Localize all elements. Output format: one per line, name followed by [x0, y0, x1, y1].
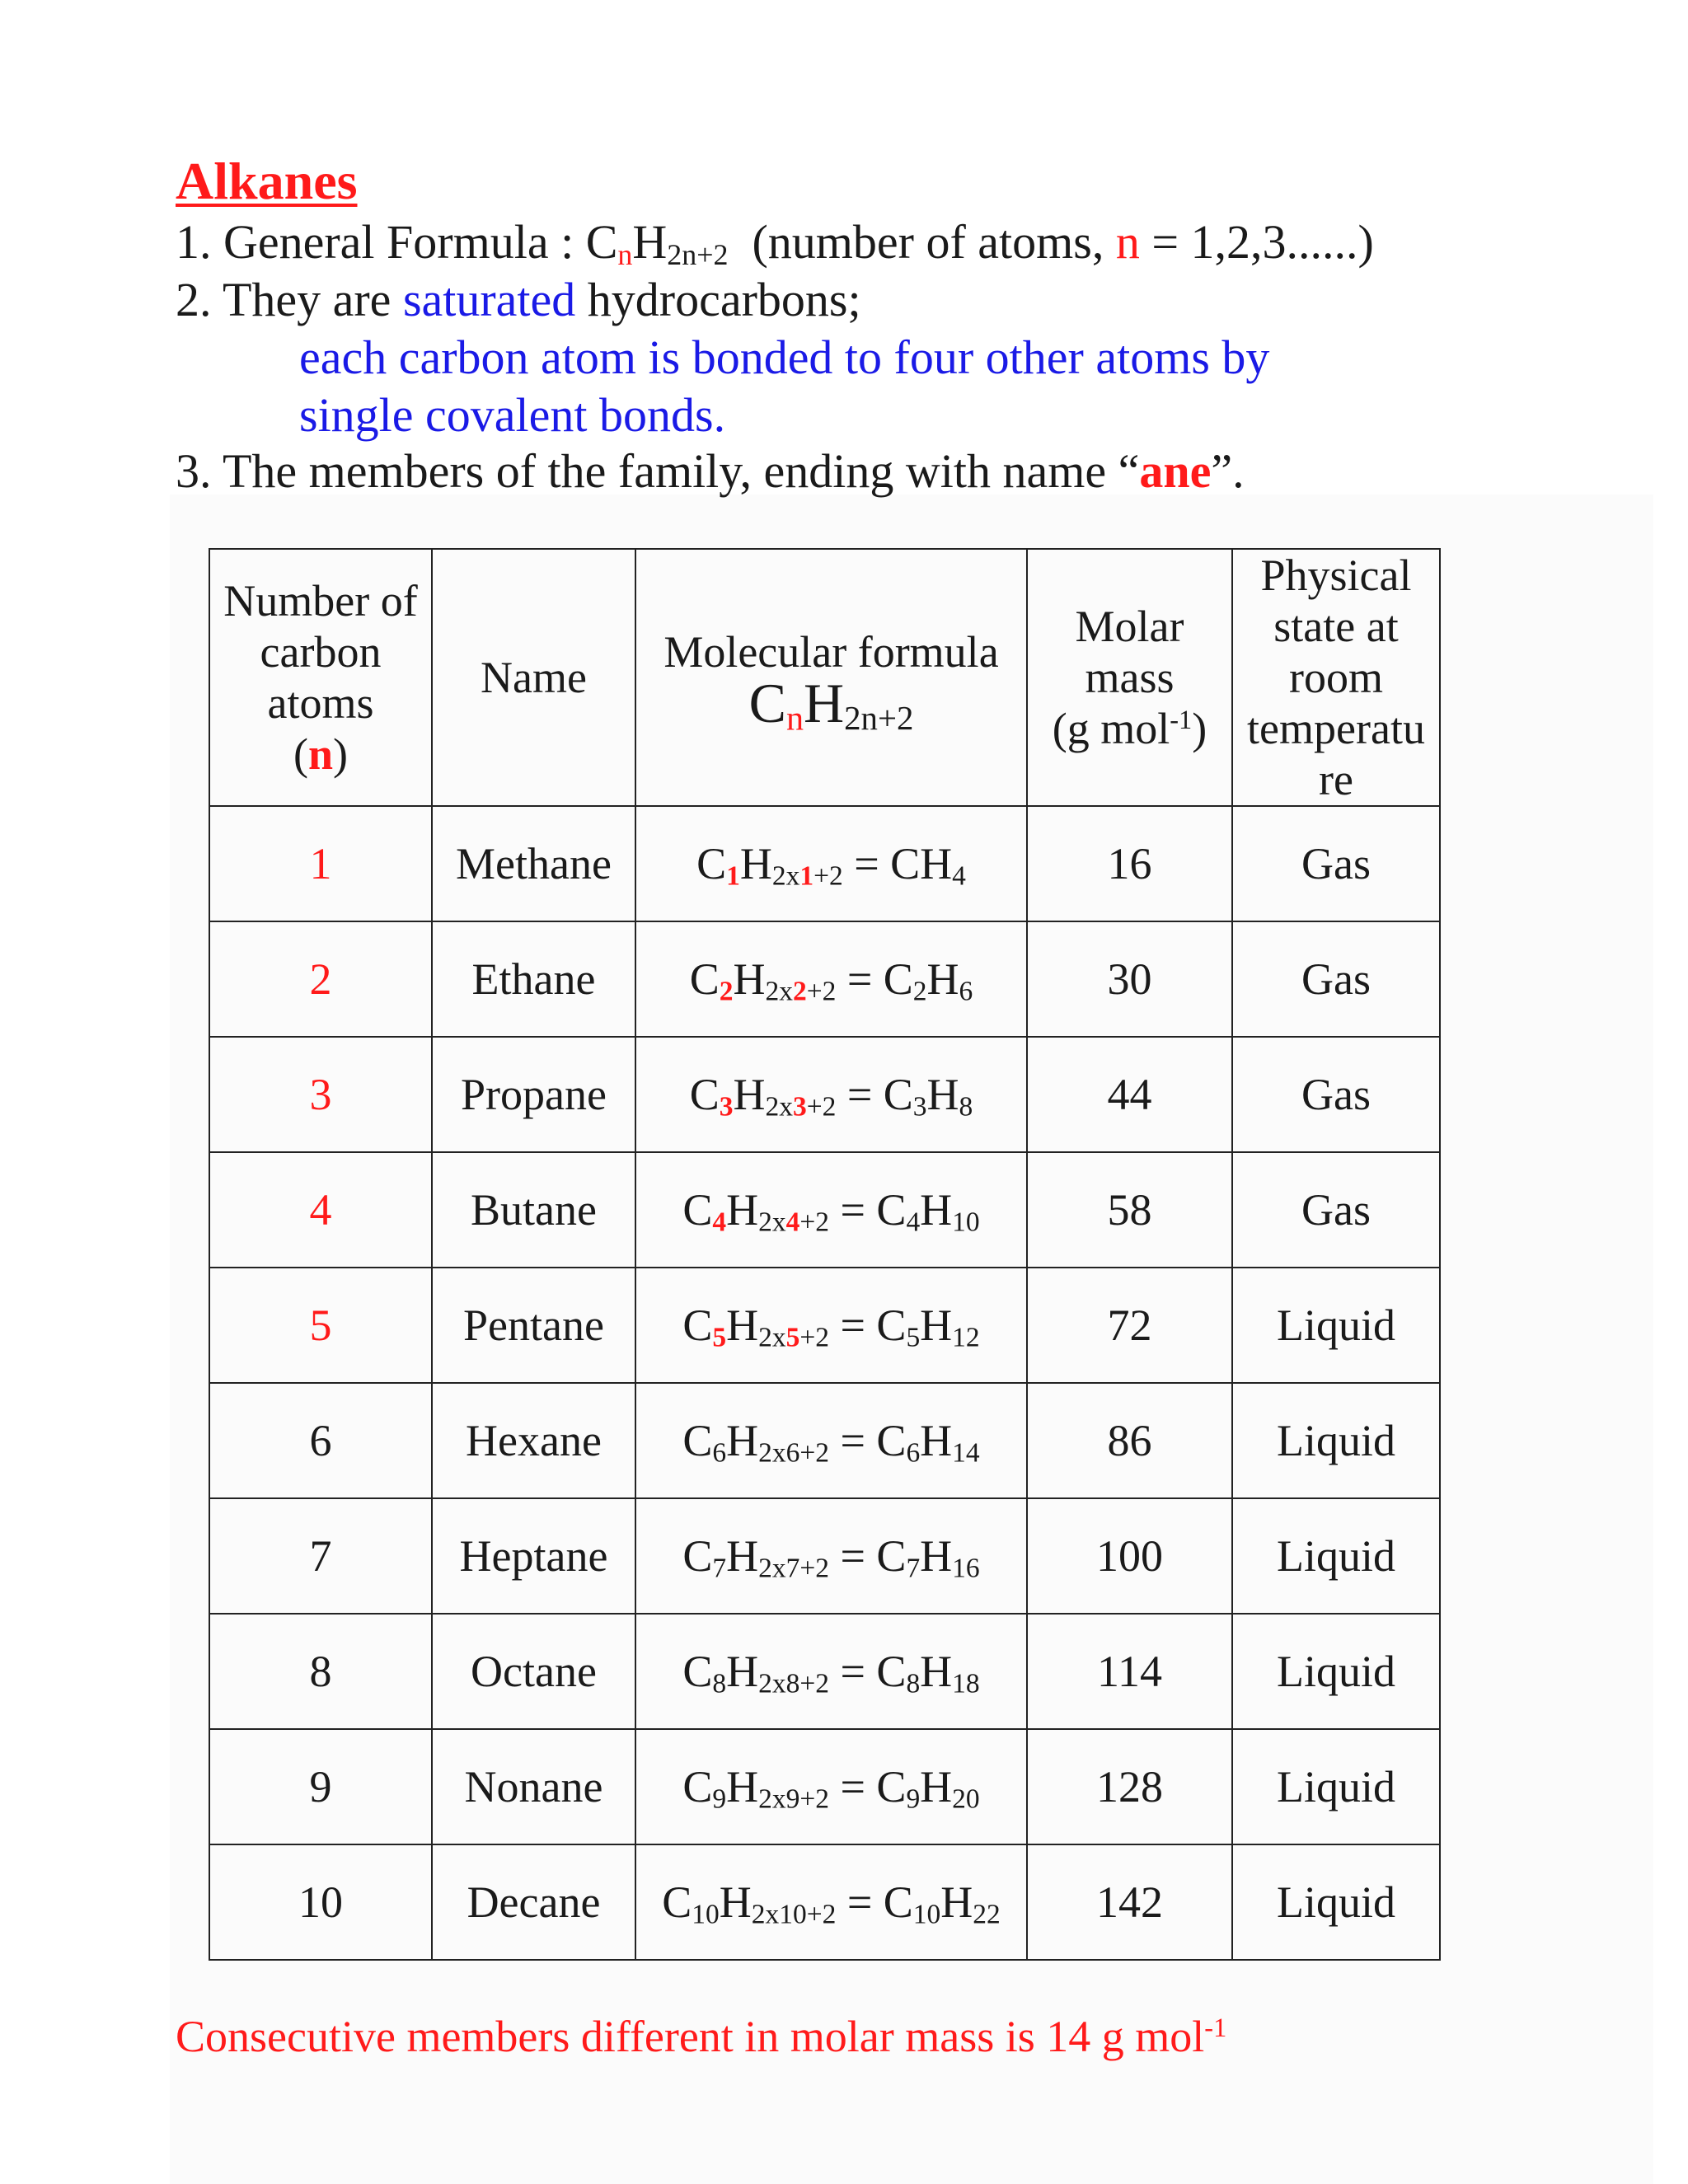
cell-formula [635, 1152, 1027, 1268]
cell-molar-mass: 128 [1027, 1729, 1232, 1844]
formula-carbon-sub [720, 1091, 734, 1122]
header-unit-open: (g mol [1052, 704, 1170, 753]
formula-c: C [682, 1416, 713, 1465]
formula-carbon-sub [692, 1899, 719, 1929]
cell-physical-state: Gas [1232, 921, 1440, 1037]
header-carbon-line: carbon [260, 627, 382, 677]
result-h: H [940, 1877, 973, 1927]
cell-name: Octane [432, 1614, 635, 1729]
atoms-note-n: n [1115, 215, 1140, 269]
cell-molar-mass: 16 [1027, 806, 1232, 921]
header-mass-unit [1028, 703, 1231, 754]
formula-sub-a: 2x7+2 [758, 1553, 829, 1584]
header-carbon-line: atoms [267, 678, 374, 728]
formula-h-sub [758, 1553, 829, 1583]
formula-sub-b: +2 [814, 860, 843, 892]
cell-molar-mass: 142 [1027, 1844, 1232, 1960]
formula-sub-n: 1 [799, 860, 814, 892]
formula-c: C [682, 1762, 713, 1811]
cell-formula [635, 1614, 1027, 1729]
table-row [209, 1383, 1440, 1498]
result-h-sub: 6 [959, 976, 973, 1007]
result-h: H [920, 1647, 953, 1696]
cell-formula [635, 1844, 1027, 1960]
formula-c: C [682, 1647, 713, 1696]
result-carbon-sub: 4 [906, 1207, 921, 1238]
header-formula-c: C [748, 672, 786, 734]
header-formula-n: n [785, 699, 804, 738]
table-body [209, 806, 1440, 1960]
result-carbon-sub: 2 [912, 976, 927, 1007]
formula-equals: = C [828, 1416, 907, 1465]
formula-carbon-n: 4 [712, 1207, 727, 1238]
header-formula-h: H [804, 672, 845, 734]
formula-carbon-n: 2 [719, 976, 734, 1007]
result-carbon-sub: 8 [906, 1668, 921, 1699]
formula-carbon-sub [712, 1322, 726, 1352]
general-formula-line [176, 214, 1374, 270]
formula-sub-a: 2x [758, 1207, 786, 1238]
formula-carbon-n: 5 [712, 1322, 727, 1353]
bond-description-line2: single covalent bonds. [299, 388, 726, 442]
general-formula-prefix: 1. General Formula : [176, 215, 586, 269]
cell-molar-mass: 44 [1027, 1037, 1232, 1152]
formula-carbon-sub [726, 860, 740, 891]
formula-sub-a: 2x9+2 [758, 1783, 829, 1815]
cell-name: Hexane [432, 1383, 635, 1498]
cell-carbon-count: 4 [209, 1152, 432, 1268]
cell-physical-state: Liquid [1232, 1844, 1440, 1960]
formula-sub-b: +2 [799, 1322, 829, 1353]
naming-ane: ane [1139, 444, 1212, 498]
result-carbon-sub: 5 [906, 1322, 921, 1353]
cell-carbon-count: 1 [209, 806, 432, 921]
cell-name: Heptane [432, 1498, 635, 1614]
formula-sub-a: 2x [771, 860, 800, 892]
cell-molar-mass: 86 [1027, 1383, 1232, 1498]
header-carbon-line: Number of [223, 576, 418, 626]
saturated-word: saturated [402, 273, 576, 326]
cell-formula [635, 1037, 1027, 1152]
cell-carbon-count: 10 [209, 1844, 432, 1960]
formula-h-sub [752, 1899, 837, 1929]
alkanes-table [209, 548, 1441, 1961]
result-h-sub: 14 [952, 1437, 980, 1469]
formula-h: H [726, 1185, 759, 1235]
formula-carbon-sub [712, 1553, 726, 1583]
result-h-sub: 16 [952, 1553, 980, 1584]
formula-h-sub [758, 1668, 829, 1699]
result-carbon-sub: 6 [906, 1437, 921, 1469]
cell-formula [635, 1498, 1027, 1614]
formula-h-sub [758, 1207, 829, 1237]
cell-carbon-count: 6 [209, 1383, 432, 1498]
saturated-prefix: 2. They are [176, 273, 403, 326]
cell-physical-state: Liquid [1232, 1383, 1440, 1498]
header-state-line: Physical [1260, 551, 1412, 600]
result-carbon-sub: 9 [906, 1783, 921, 1815]
header-molar-mass [1027, 549, 1232, 806]
table-row [209, 1729, 1440, 1844]
cell-molar-mass: 58 [1027, 1152, 1232, 1268]
formula-sub-n: 3 [792, 1091, 807, 1122]
formula-sub-b: +2 [806, 976, 837, 1007]
table-row [209, 1498, 1440, 1614]
formula-c: C [682, 1531, 713, 1581]
formula-sub-a: 2x [758, 1322, 786, 1353]
page-title: Alkanes [176, 152, 358, 210]
formula-sub-n: n [617, 237, 633, 271]
cell-physical-state: Liquid [1232, 1614, 1440, 1729]
formula-carbon-n: 3 [719, 1091, 734, 1122]
result-h: H [920, 1416, 953, 1465]
cell-molar-mass: 114 [1027, 1614, 1232, 1729]
footer-note [176, 2011, 1226, 2062]
cell-carbon-count: 3 [209, 1037, 432, 1152]
saturated-suffix: hydrocarbons; [575, 273, 861, 326]
cell-carbon-count: 5 [209, 1268, 432, 1383]
result-h-sub: 4 [952, 860, 966, 892]
formula-sub-n: 4 [785, 1207, 800, 1238]
header-state-line: state at [1273, 602, 1399, 651]
header-mass-line: Molar [1075, 602, 1184, 651]
cell-name: Nonane [432, 1729, 635, 1844]
result-h-sub: 8 [959, 1091, 973, 1122]
formula-h: H [733, 1070, 766, 1119]
formula-sub-a: 2x10+2 [751, 1899, 837, 1930]
header-carbon-n [210, 729, 431, 780]
header-state-line: room [1289, 653, 1383, 702]
formula-h-sub [765, 1091, 836, 1122]
table-row [209, 1037, 1440, 1152]
formula-h-sub [758, 1322, 829, 1352]
cell-physical-state: Gas [1232, 1152, 1440, 1268]
formula-h: H [726, 1531, 759, 1581]
formula-c: C [662, 1877, 692, 1927]
bond-description-line1: each carbon atom is bonded to four other atoms by [299, 330, 1270, 384]
formula-carbon-sub [712, 1207, 726, 1237]
footer-text: Consecutive members different in molar mass is 14 g mol [176, 2012, 1205, 2061]
formula-sub-a: 2x6+2 [758, 1437, 829, 1469]
cell-molar-mass: 72 [1027, 1268, 1232, 1383]
formula-c: C [696, 839, 727, 888]
atoms-note-rest: = 1,2,3......) [1139, 215, 1374, 269]
cell-name: Butane [432, 1152, 635, 1268]
header-state-line: re [1319, 755, 1353, 804]
formula-carbon-sub [712, 1437, 726, 1468]
result-carbon-sub: 10 [912, 1899, 941, 1930]
cell-formula [635, 1729, 1027, 1844]
table-row [209, 921, 1440, 1037]
header-physical-state [1232, 549, 1440, 806]
result-h-sub: 18 [952, 1668, 980, 1699]
cell-physical-state: Liquid [1232, 1729, 1440, 1844]
cell-formula [635, 1268, 1027, 1383]
cell-physical-state: Liquid [1232, 1268, 1440, 1383]
formula-carbon-n: 7 [712, 1553, 727, 1584]
formula-sub-b: +2 [806, 1091, 837, 1122]
result-h: H [920, 1531, 953, 1581]
formula-sub-a: 2x [765, 976, 793, 1007]
formula-equals: = C [828, 1762, 907, 1811]
formula-carbon-n: 9 [712, 1783, 727, 1815]
table-row [209, 1152, 1440, 1268]
atoms-note-open: (number of atoms, [728, 215, 1116, 269]
result-h-sub: 12 [952, 1322, 980, 1353]
formula-h: H [632, 215, 668, 269]
formula-c: C [682, 1185, 713, 1235]
result-h: H [920, 1762, 953, 1811]
result-carbon-sub: 7 [906, 1553, 921, 1584]
header-n-close: ) [333, 729, 348, 779]
formula-h: H [726, 1762, 759, 1811]
formula-carbon-n: 1 [726, 860, 740, 892]
cell-formula [635, 921, 1027, 1037]
formula-carbon-n: 8 [712, 1668, 727, 1699]
formula-h: H [739, 839, 772, 888]
header-state-line: temperatu [1247, 704, 1425, 753]
header-n: n [307, 729, 334, 779]
header-general-formula [636, 672, 1026, 738]
naming-suffix: ”. [1211, 444, 1245, 498]
formula-equals: = C [828, 1301, 907, 1350]
result-h: H [926, 1070, 959, 1119]
formula-equals: = C [828, 1185, 907, 1235]
formula-h: H [719, 1877, 752, 1927]
cell-name: Decane [432, 1844, 635, 1960]
formula-h-sub [758, 1437, 829, 1468]
result-h: H [920, 1185, 953, 1235]
formula-equals: = C [836, 1070, 913, 1119]
formula-sub-a: 2x [765, 1091, 793, 1122]
formula-carbon-n: 6 [712, 1437, 727, 1469]
cell-carbon-count: 8 [209, 1614, 432, 1729]
formula-h: H [733, 954, 766, 1004]
cell-physical-state: Gas [1232, 806, 1440, 921]
header-formula-sub: 2n+2 [844, 699, 914, 737]
cell-name: Propane [432, 1037, 635, 1152]
footer-sup: -1 [1204, 2013, 1227, 2044]
formula-equals: = C [836, 1877, 913, 1927]
result-h-sub: 22 [973, 1899, 1001, 1930]
result-h: H [920, 839, 953, 888]
formula-c: C [689, 1070, 720, 1119]
formula-h: H [726, 1416, 759, 1465]
naming-line [176, 443, 1245, 499]
cell-carbon-count: 9 [209, 1729, 432, 1844]
header-carbon-atoms [209, 549, 432, 806]
result-h: H [920, 1301, 953, 1350]
cell-carbon-count: 7 [209, 1498, 432, 1614]
formula-carbon-sub [712, 1783, 726, 1814]
formula-sub-n: 2 [792, 976, 807, 1007]
formula-c: C [585, 215, 618, 269]
formula-h: H [726, 1647, 759, 1696]
table-header-row [209, 549, 1440, 806]
formula-h: H [726, 1301, 759, 1350]
formula-equals: = C [828, 1531, 907, 1581]
formula-h-sub [765, 976, 836, 1006]
table-row [209, 806, 1440, 921]
formula-c: C [682, 1301, 713, 1350]
formula-equals: = C [836, 954, 913, 1004]
naming-prefix: 3. The members of the family, ending with name “ [176, 444, 1140, 498]
cell-carbon-count: 2 [209, 921, 432, 1037]
header-mass-line: mass [1085, 653, 1175, 702]
formula-sub-n: 5 [785, 1322, 800, 1353]
header-formula-title: Molecular formula [663, 627, 999, 677]
cell-physical-state: Liquid [1232, 1498, 1440, 1614]
cell-name: Ethane [432, 921, 635, 1037]
formula-sub-a: 2x8+2 [758, 1668, 829, 1699]
result-h-sub: 10 [952, 1207, 980, 1238]
cell-name: Pentane [432, 1268, 635, 1383]
formula-h-sub [772, 860, 843, 891]
formula-sub-b: +2 [799, 1207, 829, 1238]
formula-sub-2n2: 2n+2 [667, 237, 729, 271]
table-row [209, 1844, 1440, 1960]
formula-carbon-sub [712, 1668, 726, 1699]
header-name: Name [432, 549, 635, 806]
cell-physical-state: Gas [1232, 1037, 1440, 1152]
header-unit-sup: -1 [1170, 705, 1193, 736]
table-row [209, 1614, 1440, 1729]
formula-equals: = C [842, 839, 921, 888]
formula-h-sub [758, 1783, 829, 1814]
result-h: H [926, 954, 959, 1004]
result-h-sub: 20 [952, 1783, 980, 1815]
formula-equals: = C [828, 1647, 907, 1696]
header-unit-close: ) [1192, 704, 1207, 753]
cell-formula [635, 806, 1027, 921]
header-molecular-formula [635, 549, 1027, 806]
cell-formula [635, 1383, 1027, 1498]
result-carbon-sub: 3 [912, 1091, 927, 1122]
formula-carbon-sub [720, 976, 734, 1006]
formula-carbon-n: 10 [692, 1899, 720, 1930]
formula-c: C [689, 954, 720, 1004]
cell-molar-mass: 100 [1027, 1498, 1232, 1614]
cell-molar-mass: 30 [1027, 921, 1232, 1037]
cell-name: Methane [432, 806, 635, 921]
saturated-line [176, 272, 861, 328]
table-row [209, 1268, 1440, 1383]
header-n-open: ( [293, 729, 308, 779]
